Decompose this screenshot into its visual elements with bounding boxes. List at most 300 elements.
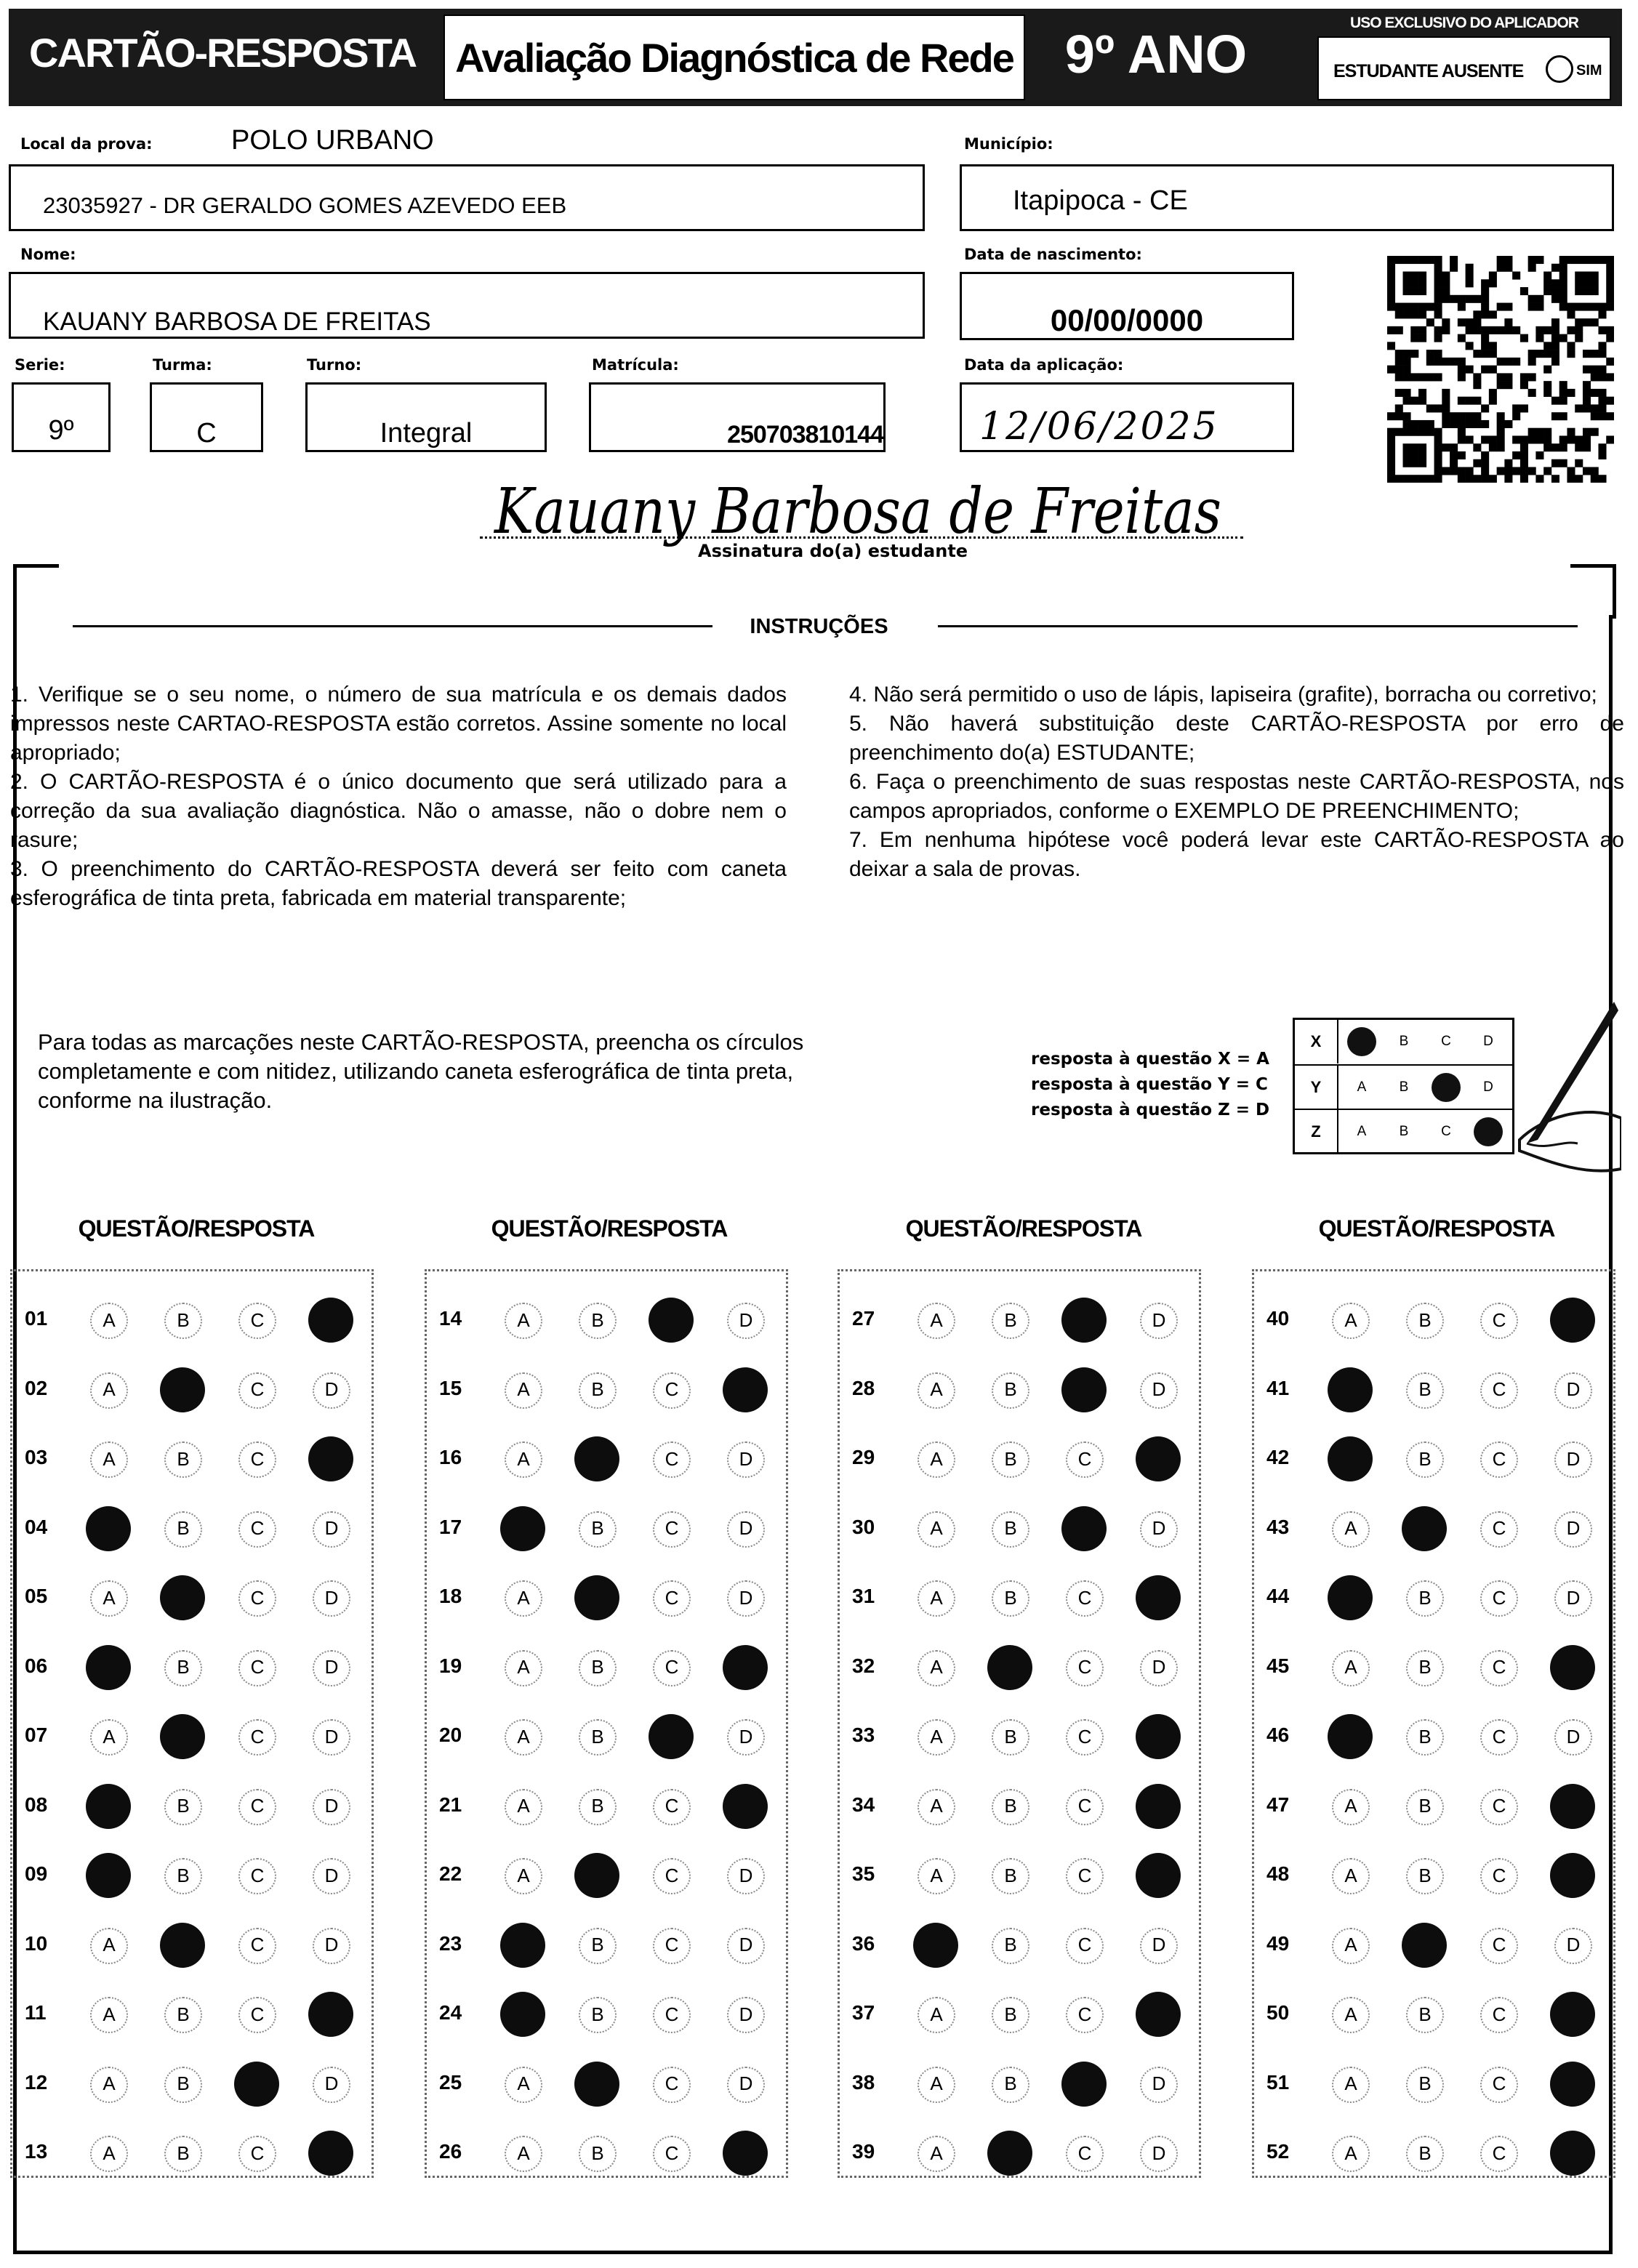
option-bubble-a[interactable]: A [922,1790,951,1822]
option-bubble-a[interactable]: A [922,1304,951,1336]
example-option-d: D [1483,1079,1493,1095]
option-bubble-b[interactable]: B [996,1304,1025,1336]
question-row [852,1368,1194,1412]
filled-bubble-d[interactable] [723,1784,768,1829]
option-bubble-b[interactable]: B [583,1721,612,1753]
question-row [852,2062,1194,2106]
option-bubble-c[interactable]: C [1485,1929,1514,1961]
question-row [1266,1576,1608,1620]
option-bubble-a[interactable]: A [1336,1790,1365,1822]
question-number: 23 [439,1931,462,1955]
question-number: 21 [439,1793,462,1816]
option-bubble-b[interactable]: B [996,2068,1025,2100]
instructions-right [849,680,1624,884]
option-bubble-c[interactable]: C [1070,1998,1099,2030]
example-row-key: Z [1295,1110,1338,1154]
option-bubble-a[interactable]: A [922,1721,951,1753]
option-bubble-c[interactable]: C [657,2068,686,2100]
matricula-value: 250703810144 [727,421,883,449]
nasc-value: 00/00/0000 [1050,303,1204,337]
option-bubble-d[interactable]: D [1559,1929,1588,1961]
example-option-c: C [1432,1073,1461,1102]
aplicacao-value: 12/06/2025 [979,405,1219,449]
option-bubble-d[interactable]: D [317,2068,346,2100]
question-number: 45 [1266,1654,1290,1677]
filled-bubble-b[interactable] [1402,1923,1447,1968]
option-bubble-a[interactable]: A [1336,2137,1365,2169]
option-bubble-d[interactable]: D [1144,1304,1173,1336]
question-number: 33 [852,1724,875,1746]
option-bubble-c[interactable]: C [243,1513,272,1545]
question-row [439,1715,781,1758]
option-bubble-c[interactable]: C [1070,1790,1099,1822]
filled-bubble-b[interactable] [160,1923,205,1968]
filled-bubble-c[interactable] [1061,1506,1107,1551]
qr-code [1387,256,1614,483]
option-bubble-b[interactable]: B [1410,1443,1440,1475]
option-bubble-b[interactable]: B [1410,1790,1440,1822]
option-bubble-a[interactable]: A [1336,1513,1365,1545]
option-bubble-d[interactable]: D [731,1443,760,1475]
option-bubble-d[interactable]: D [317,1859,346,1891]
option-bubble-c[interactable]: C [1485,1998,1514,2030]
option-bubble-a[interactable]: A [95,1929,124,1961]
option-bubble-d[interactable]: D [317,1513,346,1545]
frame-bottom [13,2251,1613,2254]
option-bubble-a[interactable]: A [509,1790,538,1822]
option-bubble-b[interactable]: B [996,1443,1025,1475]
option-bubble-d[interactable]: D [317,1929,346,1961]
filled-bubble-d[interactable] [723,1645,768,1690]
turno-field [305,382,547,452]
option-bubble-c[interactable]: C [1485,2068,1514,2100]
option-bubble-b[interactable]: B [169,2137,198,2169]
option-bubble-a[interactable]: A [1336,1998,1365,2030]
option-bubble-c[interactable]: C [1485,2137,1514,2169]
filled-bubble-a[interactable] [500,1923,545,1968]
filled-bubble-d[interactable] [723,2131,768,2176]
option-bubble-a[interactable]: A [95,1374,124,1406]
example-legend-item: resposta à questão Z = D [1031,1101,1270,1119]
option-bubble-b[interactable]: B [1410,1721,1440,1753]
example-text: Para todas as marcações neste CARTÃO-RESPOSTA, preencha os círculos completamente e com nitidez, utilizando caneta esferográfica de tinta preta, conforme na ilustração. [38,1029,804,1113]
option-bubble-c[interactable]: C [1485,1859,1514,1891]
option-bubble-c[interactable]: C [1070,2137,1099,2169]
option-bubble-c[interactable]: C [657,1513,686,1545]
option-bubble-d[interactable]: D [731,1304,760,1336]
option-bubble-a[interactable]: A [509,1582,538,1614]
option-bubble-d[interactable]: D [1144,2068,1173,2100]
question-row [25,1368,366,1412]
signature-text: Kauany Barbosa de Freitas [493,475,1221,548]
option-bubble-a[interactable]: A [922,1998,951,2030]
option-bubble-c[interactable]: C [243,1929,272,1961]
option-bubble-c[interactable]: C [657,1374,686,1406]
local-value: POLO URBANO [231,125,434,156]
filled-bubble-d[interactable] [1550,1298,1595,1343]
nome-field [9,272,925,339]
option-bubble-d[interactable]: D [1559,1721,1588,1753]
option-bubble-d[interactable]: D [317,1790,346,1822]
question-number: 29 [852,1446,875,1468]
option-bubble-b[interactable]: B [1410,1582,1440,1614]
filled-bubble-c[interactable] [1061,2062,1107,2107]
question-number: 03 [25,1446,48,1468]
question-row [852,1715,1194,1758]
question-row [439,1368,781,1412]
question-row [1266,1923,1608,1967]
option-bubble-a[interactable]: A [95,1721,124,1753]
filled-bubble-d[interactable] [308,1298,353,1343]
option-bubble-b[interactable]: B [169,1998,198,2030]
filled-bubble-d[interactable] [1550,1853,1595,1898]
option-bubble-c[interactable]: C [1070,1582,1099,1614]
option-bubble-b[interactable]: B [996,1859,1025,1891]
option-bubble-c[interactable]: C [243,1652,272,1684]
option-bubble-a[interactable]: A [95,2137,124,2169]
question-row [439,1507,781,1551]
filled-bubble-b[interactable] [160,1575,205,1620]
filled-bubble-d[interactable] [1136,1992,1181,2037]
option-bubble-d[interactable]: D [317,1582,346,1614]
absent-checkbox[interactable] [1546,55,1573,83]
serie-label: Serie: [15,356,65,374]
question-row [1266,1992,1608,2036]
question-row [852,2131,1194,2175]
filled-bubble-c[interactable] [1061,1367,1107,1412]
frame-corner-left [13,564,59,619]
filled-bubble-a[interactable] [86,1784,131,1829]
option-bubble-a[interactable]: A [1336,1304,1365,1336]
filled-bubble-c[interactable] [234,2062,279,2107]
option-bubble-b[interactable]: B [169,1443,198,1475]
absent-yes-label: SIM [1576,63,1602,79]
card-title: CARTÃO-RESPOSTA [29,30,417,76]
option-bubble-d[interactable]: D [731,1513,760,1545]
option-bubble-c[interactable]: C [1070,1859,1099,1891]
option-bubble-d[interactable]: D [1144,1929,1173,1961]
filled-bubble-b[interactable] [987,2131,1032,2176]
option-bubble-b[interactable]: B [996,1998,1025,2030]
option-bubble-c[interactable]: C [657,1859,686,1891]
aplicacao-field [960,382,1294,452]
option-bubble-d[interactable]: D [317,1374,346,1406]
filled-bubble-d[interactable] [308,2131,353,2176]
question-row [25,1785,366,1828]
signature-line [480,536,1243,539]
filled-bubble-b[interactable] [160,1367,205,1412]
option-bubble-b[interactable]: B [996,1721,1025,1753]
filled-bubble-b[interactable] [574,1575,619,1620]
option-bubble-b[interactable]: B [1410,1998,1440,2030]
filled-bubble-a[interactable] [1328,1367,1373,1412]
example-option-b: B [1399,1034,1409,1049]
option-bubble-b[interactable]: B [583,1998,612,2030]
question-row [439,1437,781,1481]
municipio-label: Município: [964,135,1053,153]
option-bubble-a[interactable]: A [1336,1652,1365,1684]
option-bubble-b[interactable]: B [583,1929,612,1961]
school-value: 23035927 - DR GERALDO GOMES AZEVEDO EEB [43,193,567,218]
municipio-field [960,164,1614,231]
option-bubble-b[interactable]: B [583,2137,612,2169]
filled-bubble-b[interactable] [1402,1506,1447,1551]
filled-bubble-d[interactable] [1550,2131,1595,2176]
filled-bubble-d[interactable] [723,1367,768,1412]
option-bubble-d[interactable]: D [1559,1513,1588,1545]
option-bubble-b[interactable]: B [169,1652,198,1684]
option-bubble-b[interactable]: B [169,2068,198,2100]
option-bubble-b[interactable]: B [169,1859,198,1891]
filled-bubble-d[interactable] [1136,1784,1181,1829]
option-bubble-c[interactable]: C [657,1790,686,1822]
question-number: 05 [25,1585,48,1607]
option-bubble-d[interactable]: D [1559,1374,1588,1406]
example-row-key: Y [1295,1066,1338,1109]
option-bubble-c[interactable]: C [1485,1790,1514,1822]
option-bubble-b[interactable]: B [1410,1374,1440,1406]
option-bubble-c[interactable]: C [1070,1721,1099,1753]
question-number: 12 [25,2070,48,2094]
option-bubble-c[interactable]: C [657,1582,686,1614]
filled-bubble-d[interactable] [1136,1853,1181,1898]
filled-bubble-c[interactable] [649,1714,694,1759]
question-number: 06 [25,1654,48,1677]
turma-label: Turma: [153,356,212,374]
filled-bubble-d[interactable] [308,1436,353,1481]
option-bubble-c[interactable]: C [243,1304,272,1336]
option-bubble-b[interactable]: B [996,1790,1025,1822]
filled-bubble-a[interactable] [500,1506,545,1551]
option-bubble-d[interactable]: D [317,1721,346,1753]
option-bubble-a[interactable]: A [509,2137,538,2169]
question-number: 30 [852,1515,875,1538]
question-row [852,1507,1194,1551]
question-row [1266,1298,1608,1342]
question-number: 27 [852,1307,875,1330]
option-bubble-a[interactable]: A [922,2137,951,2169]
option-bubble-b[interactable]: B [169,1304,198,1336]
option-bubble-c[interactable]: C [243,1582,272,1614]
school-field [9,164,925,231]
question-number: 14 [439,1307,462,1330]
question-number: 09 [25,1862,48,1885]
question-row [852,1785,1194,1828]
option-bubble-d[interactable]: D [317,1652,346,1684]
option-bubble-a[interactable]: A [922,1374,951,1406]
option-bubble-b[interactable]: B [1410,1859,1440,1891]
question-row [1266,1507,1608,1551]
option-bubble-c[interactable]: C [1485,1374,1514,1406]
question-number: 16 [439,1446,462,1468]
option-bubble-c[interactable]: C [657,1998,686,2030]
turno-value: Integral [380,418,473,449]
example-option-c: C [1441,1124,1451,1139]
option-bubble-c[interactable]: C [1070,1652,1099,1684]
answer-column-title: QUESTÃO/RESPOSTA [1318,1215,1555,1242]
option-bubble-b[interactable]: B [169,1790,198,1822]
option-bubble-c[interactable]: C [657,1929,686,1961]
question-row [25,1715,366,1758]
filled-bubble-a[interactable] [1328,1714,1373,1759]
filled-bubble-c[interactable] [1061,1298,1107,1343]
option-bubble-a[interactable]: A [922,1859,951,1891]
option-bubble-c[interactable]: C [243,1374,272,1406]
option-bubble-b[interactable]: B [583,1374,612,1406]
option-bubble-d[interactable]: D [1559,1443,1588,1475]
filled-bubble-d[interactable] [1136,1575,1181,1620]
option-bubble-c[interactable]: C [243,1790,272,1822]
filled-bubble-b[interactable] [160,1714,205,1759]
option-bubble-d[interactable]: D [1144,1513,1173,1545]
question-number: 36 [852,1931,875,1955]
filled-bubble-a[interactable] [1328,1575,1373,1620]
example-legend [1031,1047,1269,1123]
option-bubble-d[interactable]: D [1144,1374,1173,1406]
option-bubble-c[interactable]: C [243,1998,272,2030]
instruction-item: 6. Faça o preenchimento de suas respostas neste CARTÃO-RESPOSTA, nos campos apropriados, conforme o EXEMPLO DE PREENCHIMENTO; [849,770,1624,823]
question-number: 07 [25,1724,48,1746]
filled-bubble-a[interactable] [500,1992,545,2037]
question-row [25,1992,366,2036]
option-bubble-a[interactable]: A [509,1652,538,1684]
admin-title: USO EXCLUSIVO DO APLICADOR [1350,15,1578,31]
option-bubble-c[interactable]: C [657,1652,686,1684]
option-bubble-c[interactable]: C [1485,1582,1514,1614]
serie-field [12,382,111,452]
filled-bubble-d[interactable] [1136,1714,1181,1759]
option-bubble-b[interactable]: B [583,1790,612,1822]
instruction-item: 7. Em nenhuma hipótese você poderá levar este CARTÃO-RESPOSTA ao deixar a sala de provas. [849,828,1624,881]
option-bubble-a[interactable]: A [509,1443,538,1475]
example-option-c: C [1441,1034,1451,1049]
option-bubble-c[interactable]: C [243,2137,272,2169]
option-bubble-b[interactable]: B [169,1513,198,1545]
option-bubble-b[interactable]: B [583,1652,612,1684]
example-legend-item: resposta à questão X = A [1031,1050,1269,1069]
option-bubble-d[interactable]: D [731,1859,760,1891]
filled-bubble-d[interactable] [1550,1784,1595,1829]
option-bubble-c[interactable]: C [1485,1652,1514,1684]
option-bubble-a[interactable]: A [95,1304,124,1336]
answer-column-title: QUESTÃO/RESPOSTA [491,1215,728,1242]
frame-corner-right [1570,564,1616,619]
option-bubble-d[interactable]: D [731,1582,760,1614]
filled-bubble-d[interactable] [1550,1992,1595,2037]
filled-bubble-a[interactable] [86,1506,131,1551]
option-bubble-d[interactable]: D [1144,2137,1173,2169]
option-bubble-d[interactable]: D [731,1998,760,2030]
filled-bubble-b[interactable] [574,1853,619,1898]
filled-bubble-a[interactable] [913,1923,958,1968]
option-bubble-a[interactable]: A [922,2068,951,2100]
filled-bubble-d[interactable] [1550,1645,1595,1690]
option-bubble-d[interactable]: D [731,2068,760,2100]
filled-bubble-d[interactable] [1136,1436,1181,1481]
option-bubble-c[interactable]: C [1070,1929,1099,1961]
grade-title: 9º ANO [1064,24,1248,84]
filled-bubble-d[interactable] [1550,2062,1595,2107]
option-bubble-a[interactable]: A [509,1721,538,1753]
answer-column-title: QUESTÃO/RESPOSTA [905,1215,1142,1242]
option-bubble-a[interactable]: A [922,1652,951,1684]
option-bubble-b[interactable]: B [996,1513,1025,1545]
option-bubble-c[interactable]: C [243,1443,272,1475]
question-row [1266,1785,1608,1828]
aplicacao-label: Data da aplicação: [964,356,1124,374]
option-bubble-c[interactable]: C [1485,1721,1514,1753]
option-bubble-a[interactable]: A [509,1859,538,1891]
filled-bubble-b[interactable] [987,1645,1032,1690]
question-number: 22 [439,1862,462,1885]
filled-bubble-a[interactable] [86,1645,131,1690]
option-bubble-d[interactable]: D [731,1721,760,1753]
question-row [852,1923,1194,1967]
option-bubble-a[interactable]: A [95,1582,124,1614]
option-bubble-b[interactable]: B [996,1374,1025,1406]
option-bubble-b[interactable]: B [1410,2137,1440,2169]
option-bubble-b[interactable]: B [1410,1304,1440,1336]
question-number: 10 [25,1931,48,1955]
option-bubble-b[interactable]: B [583,1513,612,1545]
option-bubble-a[interactable]: A [95,1443,124,1475]
option-bubble-b[interactable]: B [996,1582,1025,1614]
answer-column-title: QUESTÃO/RESPOSTA [78,1215,315,1242]
filled-bubble-b[interactable] [574,2062,619,2107]
option-bubble-b[interactable]: B [1410,2068,1440,2100]
filled-bubble-a[interactable] [86,1853,131,1898]
question-row [439,1785,781,1828]
option-bubble-a[interactable]: A [922,1582,951,1614]
option-bubble-c[interactable]: C [1070,1443,1099,1475]
option-bubble-c[interactable]: C [1485,1443,1514,1475]
option-bubble-c[interactable]: C [243,1721,272,1753]
question-number: 19 [439,1654,462,1677]
option-bubble-a[interactable]: A [1336,2068,1365,2100]
option-bubble-c[interactable]: C [657,1443,686,1475]
option-bubble-a[interactable]: A [509,2068,538,2100]
nome-label: Nome: [20,246,76,263]
option-bubble-d[interactable]: D [1144,1652,1173,1684]
example-option-a: A [1347,1027,1376,1056]
option-bubble-a[interactable]: A [1336,1929,1365,1961]
option-bubble-c[interactable]: C [1485,1304,1514,1336]
option-bubble-a[interactable]: A [922,1443,951,1475]
option-bubble-b[interactable]: B [1410,1652,1440,1684]
instructions-left [10,680,787,913]
option-bubble-d[interactable]: D [1559,1582,1588,1614]
option-bubble-a[interactable]: A [95,2068,124,2100]
filled-bubble-a[interactable] [1328,1436,1373,1481]
option-bubble-a[interactable]: A [1336,1859,1365,1891]
filled-bubble-c[interactable] [649,1298,694,1343]
option-bubble-a[interactable]: A [509,1304,538,1336]
option-bubble-b[interactable]: B [996,1929,1025,1961]
question-number: 38 [852,2070,875,2094]
question-number: 44 [1266,1585,1290,1607]
option-bubble-d[interactable]: D [731,1929,760,1961]
filled-bubble-b[interactable] [574,1436,619,1481]
instruction-item: 2. O CARTÃO-RESPOSTA é o único documento que será utilizado para a correção da sua avaliação diagnóstica. Não o amasse, não o dobre nem o rasure; [10,770,787,852]
option-bubble-a[interactable]: A [922,1513,951,1545]
option-bubble-a[interactable]: A [95,1998,124,2030]
filled-bubble-d[interactable] [308,1992,353,2037]
option-bubble-c[interactable]: C [657,2137,686,2169]
option-bubble-c[interactable]: C [1485,1513,1514,1545]
option-bubble-c[interactable]: C [243,1859,272,1891]
option-bubble-b[interactable]: B [583,1304,612,1336]
option-bubble-a[interactable]: A [509,1374,538,1406]
